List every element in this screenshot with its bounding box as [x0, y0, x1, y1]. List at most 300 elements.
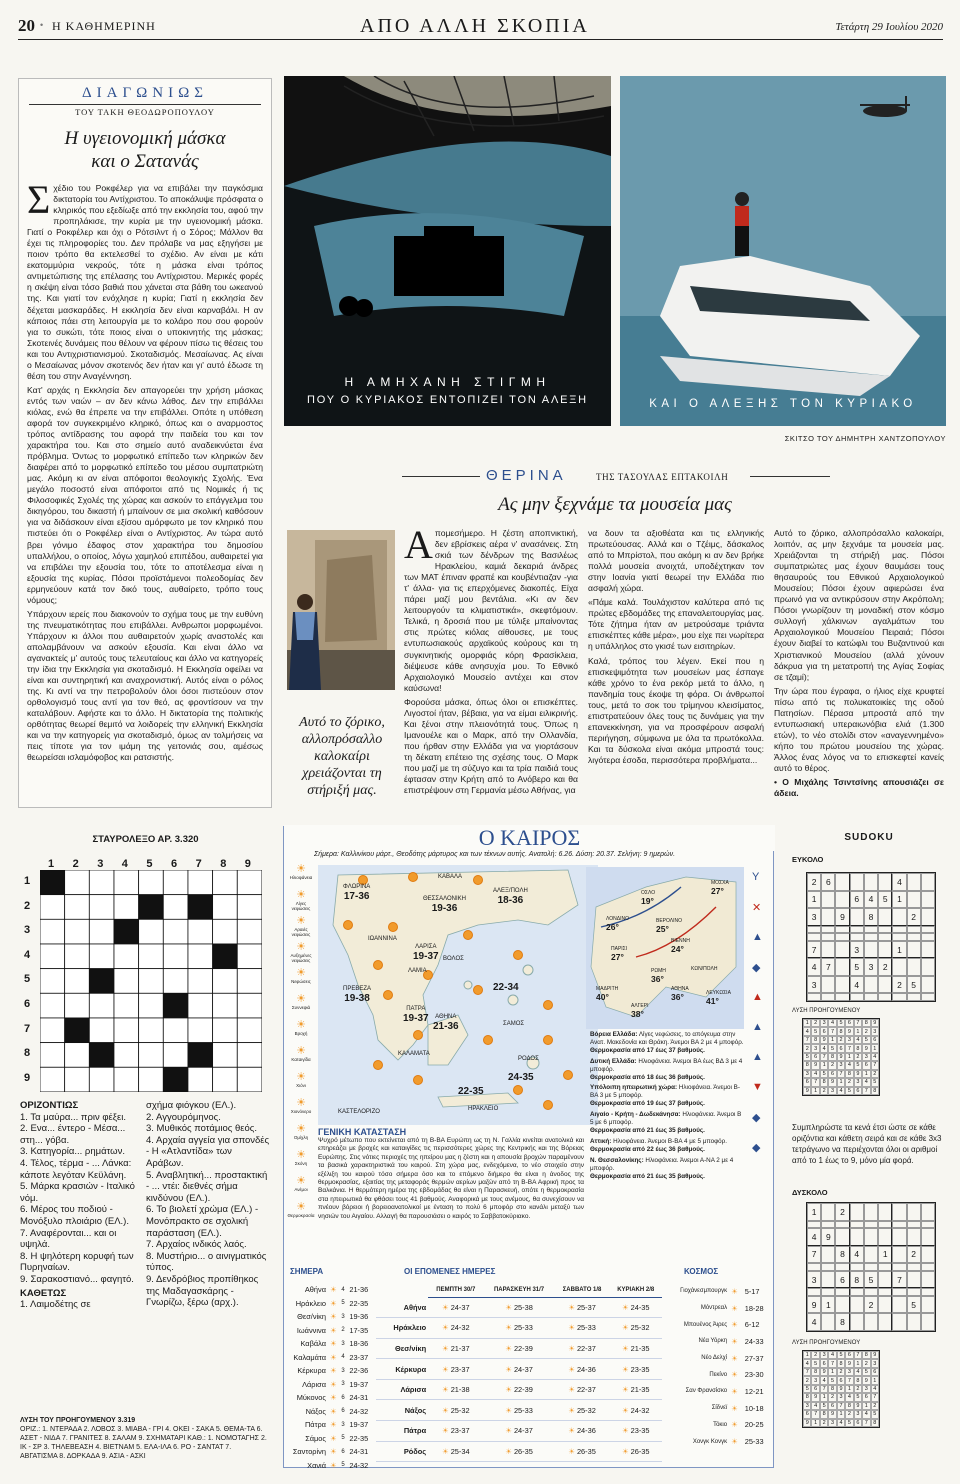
solution-cell: 4: [845, 1061, 853, 1069]
solution-cell: 5: [811, 1359, 819, 1367]
crossword-cell[interactable]: [213, 870, 238, 895]
europe-city-label: [651, 967, 666, 983]
sudoku-cell: [907, 873, 921, 891]
crossword-cell[interactable]: [40, 1018, 65, 1043]
crossword-cell[interactable]: [213, 993, 238, 1018]
map-city-label: [423, 895, 466, 913]
solution-cell: 9: [811, 1061, 819, 1069]
sudoku-cell: [921, 993, 935, 1001]
sudoku-cell: [892, 926, 906, 934]
crossword-cell[interactable]: [40, 1067, 65, 1092]
forecast-temp: 25-38: [513, 1302, 533, 1312]
today-row: [288, 1283, 372, 1297]
sudoku-cell: [821, 933, 835, 941]
crossword-cell[interactable]: [114, 1018, 139, 1043]
solution-cell: 8: [845, 1402, 853, 1410]
solution-cell: 1: [828, 1036, 836, 1044]
europe-city-temp: 24°: [671, 944, 684, 954]
solution-cell: 7: [828, 1027, 836, 1035]
world-table: [664, 1283, 772, 1450]
clue: 4. Αρχαία αγγεία για σπονδές - Η «Ατλαντίδα» των Αράβων.: [146, 1134, 270, 1169]
sudoku-cell: 4: [807, 958, 821, 976]
world-row: [664, 1316, 772, 1333]
crossword-cell[interactable]: [163, 1043, 188, 1068]
col-number: 5: [146, 858, 153, 870]
row-number: 3: [24, 924, 31, 937]
forecast-temp: 24-37: [450, 1302, 470, 1312]
summer-para-1: πομεσήμερο. Η ζέστη αποπνικτική, δεν εβρίσκεις αέρα ν' ανασάνεις. Στη σκιά των δένδρων της Βασιλέως Ηρακλείου, καμιά δεκαριά άνδρες των ΜΑΤ έπιναν φραπέ και κουβέντιαζαν -για τ' άλλα- για τις επερχόμενες διακοπές. Είχα πάρει μαζί μου βεντάλια. «Κι αν δεν λειτουργούν τα κλιματιστικά», σκεφτόμουν. Τελικά, η δροσιά που με τύλιξε μπαίνοντας στις πρώτες κιόλας αίθουσες, με τους εντυπωσιακούς αρχαϊκούς κούρους και τη συγκινητικής ομορφιάς κόρη Φρασίκλεια, διέψευσε κάθε ανησυχία μου. Το Εθνικό Αρχαιολογικό Μουσείο αντέχει και στον καύσωνα!: [404, 528, 578, 693]
crossword-cell[interactable]: [237, 870, 262, 895]
newspaper-name: Η ΚΑΘΗΜΕΡΙΝΗ: [52, 19, 156, 33]
wind-force: 4: [341, 1286, 345, 1293]
solution-cell: 6: [837, 1376, 845, 1384]
legend-symbol-icon: ◆: [752, 962, 761, 974]
prev-solution-label-2: ΛΥΣΗ ΠΡΟΗΓΟΥΜΕΝΟΥ: [792, 1340, 861, 1346]
forecast-temp: 22-37: [576, 1385, 596, 1395]
crossword-cell[interactable]: [139, 1067, 164, 1092]
city-name: ΙΩΑΝΝΙΝΑ: [368, 936, 397, 942]
solution-cell: 4: [862, 1410, 870, 1418]
solution-cell: 7: [811, 1078, 819, 1086]
crossword-cell[interactable]: [65, 870, 90, 895]
crossword-cell[interactable]: [213, 919, 238, 944]
solution-cell: 7: [845, 1376, 853, 1384]
crossword-cell[interactable]: [139, 969, 164, 994]
solution-cell: 7: [862, 1087, 870, 1095]
crossword-cell[interactable]: [114, 1067, 139, 1092]
sudoku-cell: [921, 976, 935, 994]
crossword-cell[interactable]: [139, 919, 164, 944]
solution-cell: 7: [862, 1419, 870, 1427]
sudoku-cell: [864, 933, 878, 941]
sudoku-cell: [850, 908, 864, 926]
region-range: Θερμοκρασία από 22 έως 36 βαθμούς.: [590, 1145, 705, 1153]
sudoku-cell: 1: [807, 1203, 821, 1221]
city-temp: 19-36: [431, 903, 458, 914]
sudoku-cell: [850, 873, 864, 891]
summer-column-name: ΘΕΡΙΝΑ: [486, 467, 567, 484]
hard-label: ΔΥΣΚΟΛΟ: [792, 1188, 828, 1197]
crossword-cell[interactable]: [188, 870, 213, 895]
crossword-cell[interactable]: [40, 944, 65, 969]
solution-cell: 5: [854, 1061, 862, 1069]
world-temp: 5-17: [744, 1286, 760, 1296]
city-name: ΣΑΜΟΣ: [503, 1021, 525, 1027]
sudoku-cell: 1: [807, 891, 821, 909]
legend-label: Βροχή: [294, 1031, 308, 1036]
wind-force: 3: [341, 1313, 345, 1320]
world-city: Τόκιο: [713, 1421, 728, 1428]
solution-cell: 5: [820, 1070, 828, 1078]
crossword-cell[interactable]: [237, 969, 262, 994]
row-number: 7: [24, 1022, 31, 1035]
clue: 6. Μέρος του ποδιού - Μονόξυλο πλοιάριο (ΕΛ.).: [20, 1204, 129, 1227]
legend-weather-icon: ☀: [296, 889, 306, 901]
forecast-temp: 24-32: [630, 1405, 650, 1415]
page-number: 20: [18, 16, 35, 35]
crossword-cell[interactable]: [188, 919, 213, 944]
legend-weather-icon: ☀: [296, 1175, 306, 1187]
crossword-cell[interactable]: [89, 919, 114, 944]
legend-weather-icon: ☀: [296, 1019, 306, 1031]
solution-cell: 2: [871, 1070, 879, 1078]
forecast-cell: [428, 1441, 483, 1462]
sun-icon: ☀: [329, 1420, 337, 1430]
crossword-cell[interactable]: [40, 919, 65, 944]
legend-item: [287, 1071, 315, 1088]
sun-icon: ☀: [621, 1405, 631, 1415]
crossword-cell[interactable]: [65, 1067, 90, 1092]
crossword-cell[interactable]: [114, 969, 139, 994]
city-temp: 19-37: [403, 1013, 429, 1024]
europe-label-layer: [586, 867, 744, 1029]
legend-item: [287, 1123, 315, 1140]
crossword-cell[interactable]: [65, 919, 90, 944]
section-title: ΑΠΟ ΑΛΛΗ ΣΚΟΠΙΑ: [360, 15, 590, 37]
today-row: [288, 1432, 372, 1446]
row-number: 1: [24, 875, 31, 887]
solution-cell: 4: [837, 1087, 845, 1095]
crossword-cell[interactable]: [89, 1018, 114, 1043]
crossword-black-cell: [40, 870, 65, 895]
sudoku-cell: [835, 1296, 849, 1314]
solution-cell: 4: [854, 1036, 862, 1044]
crossword-cell[interactable]: [213, 1043, 238, 1068]
sudoku-cell: [878, 908, 892, 926]
opinion-column: [18, 78, 272, 808]
sudoku-cell: [878, 1203, 892, 1221]
horizontal-heading: ΟΡΙΖΟΝΤΙΩΣ: [20, 1100, 79, 1111]
solution-cell: 1: [871, 1376, 879, 1384]
forecast-city: Λάρισα: [376, 1379, 428, 1400]
sudoku-easy-grid[interactable]: [806, 872, 936, 1002]
sudoku-cell: [907, 933, 921, 941]
crossword-cell[interactable]: [65, 993, 90, 1018]
crossword-cell[interactable]: [89, 870, 114, 895]
solution-cell: 8: [828, 1385, 836, 1393]
city-name: ΒΟΛΟΣ: [443, 956, 464, 962]
crossword-cell[interactable]: [237, 895, 262, 920]
crossword-cell[interactable]: [139, 993, 164, 1018]
legend-symbol-icon: ▲: [752, 1051, 763, 1063]
today-city: Χανιά: [307, 1460, 326, 1470]
crossword-cell[interactable]: [114, 895, 139, 920]
solution-cell: 8: [803, 1393, 811, 1401]
forecast-cell: [483, 1421, 554, 1442]
pull-quote: Αυτό το ζόρικο, αλλοπρόσαλλο καλοκαίρι χρειάζονται τη στήριξή μας.: [299, 715, 385, 798]
sun-icon: ☀: [731, 1437, 738, 1447]
crossword-cell[interactable]: [40, 1043, 65, 1068]
forecast-cell: [555, 1297, 610, 1318]
sudoku-cell: 8: [864, 908, 878, 926]
crossword-cell[interactable]: [65, 969, 90, 994]
solution-heading: ΛΥΣΗ ΤΟΥ ΠΡΟΗΓΟΥΜΕΝΟΥ 3.319: [20, 1417, 136, 1424]
crossword-col-numbers: [40, 858, 260, 870]
crossword-cell[interactable]: [40, 895, 65, 920]
today-row: [288, 1405, 372, 1419]
solution-cell: 5: [811, 1027, 819, 1035]
weather-section: [283, 826, 774, 1468]
crossword-cell[interactable]: [188, 993, 213, 1018]
summer-para-5: Καλά, τρόπος του λέγειν. Εκεί που η επισκεψιμότητα των μουσείων μας έσπαγε κάθε χρόνο το ένα ρεκόρ μετά το άλλο, η πανδημία τους έκοψε τη φόρα. Οι άνθρωποί τους, μετά το σοκ του τρίμηνου κλεισίματος, επιστρατεύουν όλες τους τις δυνάμεις για την επανεκκίνηση, για να προσφέρουν ασφαλή περιήγηση, σύμφωνα με όλα τα πρωτόκολλα. Και τα δύσκολα είναι ακόμα μπροστά τους: λιγότερα έσοδα, περισσότερα προβλήματα...: [588, 655, 764, 765]
solution-cell: 9: [820, 1036, 828, 1044]
crossword-cell[interactable]: [89, 895, 114, 920]
forecast-cell: [428, 1379, 483, 1400]
today-row: [288, 1364, 372, 1378]
sudoku-cell: [878, 1313, 892, 1331]
crossword-cell[interactable]: [139, 870, 164, 895]
crossword-cell[interactable]: [188, 944, 213, 969]
europe-city-name: ΑΘΗΝΑ: [671, 986, 689, 992]
sudoku-cell: 3: [807, 976, 821, 994]
col-number: 6: [171, 858, 178, 870]
crossword-cell[interactable]: [163, 870, 188, 895]
map-city-label: [368, 935, 397, 944]
sun-icon: ☀: [442, 1426, 451, 1436]
sudoku-cell: [892, 958, 906, 976]
crossword-cell[interactable]: [65, 944, 90, 969]
summer-para-3: να δουν τα αξιοθέατα και τις ελληνικής πρωτεύουσας. Αλλά και ο Τζέιμς, δάσκαλος από το Μπρίστολ, που ακόμη κι αν δεν βρήκε πολλά μουσεία ανοιχτά, υποδέχτηκαν τον στην Ιοανία γιατί θεωρεί την Ελλάδα πιο ασφαλή χώρα.: [588, 528, 764, 594]
region-text: Ηλιοφάνεια. Άνεμοι Β-ΒΑ 3 με 5 μποφόρ.: [590, 1084, 740, 1100]
world-temp: 6-12: [744, 1320, 760, 1330]
solution-cell: 1: [811, 1419, 819, 1427]
crossword-cell[interactable]: [213, 1067, 238, 1092]
sudoku-cell: [907, 1221, 921, 1229]
col-number: 3: [97, 858, 104, 870]
solution-cell: 5: [845, 1087, 853, 1095]
solution-cell: 7: [828, 1359, 836, 1367]
crossword-cell[interactable]: [237, 1043, 262, 1068]
clues-horizontal: [20, 1100, 145, 1311]
solution-cell: 7: [854, 1019, 862, 1027]
today-city: Σάμος: [305, 1433, 326, 1443]
legend-item: [287, 967, 315, 984]
today-temp: 22-36: [349, 1366, 369, 1376]
solution-cell: 6: [820, 1027, 828, 1035]
crossword-cell[interactable]: [89, 1067, 114, 1092]
region-text: Ηλιοφάνεια. Άνεμοι Α-ΝΑ 2 με 4 μποφόρ.: [590, 1156, 734, 1172]
sudoku-cell: 4: [892, 873, 906, 891]
legend-weather-icon: ☀: [296, 1201, 306, 1213]
crossword-cell[interactable]: [237, 1018, 262, 1043]
legend-label: Ηλιοφάνεια: [289, 875, 313, 880]
sudoku-cell: [878, 1296, 892, 1314]
sudoku-cell: [907, 1313, 921, 1331]
solution-cell: 7: [820, 1385, 828, 1393]
solution-cell: 3: [862, 1053, 870, 1061]
forecast-temp: 25-33: [513, 1405, 533, 1415]
europe-city-name: ΟΣΛΟ: [641, 890, 656, 896]
solution-cell: 8: [811, 1036, 819, 1044]
europe-city-name: ΛΕΥΚΩΣΙΑ: [706, 990, 731, 996]
solution-cell: 4: [862, 1078, 870, 1086]
today-row: [288, 1378, 372, 1392]
world-temp: 18-28: [744, 1303, 764, 1313]
today-row: [288, 1351, 372, 1365]
cartoon-panel-right: [620, 76, 946, 426]
crossword-cell[interactable]: [163, 895, 188, 920]
solution-cell: 6: [862, 1061, 870, 1069]
solution-cell: 2: [837, 1036, 845, 1044]
sudoku-cell: [835, 873, 849, 891]
crossword-cell[interactable]: [213, 1018, 238, 1043]
sudoku-cell: [907, 993, 921, 1001]
sudoku-cell: [921, 1246, 935, 1264]
col-number: 9: [244, 858, 251, 870]
today-temp: 22-35: [349, 1298, 369, 1308]
clue: 5. Μάρκα κρασιών - Ιταλικό νόμ.: [20, 1181, 135, 1204]
crossword-black-cell: [89, 1043, 114, 1068]
solution-cell: 8: [871, 1419, 879, 1427]
weather-legend: [287, 863, 315, 1233]
crossword-cell[interactable]: [163, 919, 188, 944]
crossword-cell[interactable]: [65, 895, 90, 920]
sudoku-cell: [835, 933, 849, 941]
solution-cell: 3: [837, 1061, 845, 1069]
crossword-cell[interactable]: [237, 1067, 262, 1092]
crossword-cell[interactable]: [40, 993, 65, 1018]
sun-icon: ☀: [442, 1343, 451, 1353]
sudoku-hard-grid[interactable]: [806, 1202, 936, 1332]
europe-city-temp: 38°: [631, 1009, 644, 1019]
sun-icon: ☀: [329, 1393, 337, 1403]
sudoku-cell: 2: [878, 958, 892, 976]
europe-city-temp: 27°: [611, 952, 624, 962]
solution-cell: 4: [811, 1402, 819, 1410]
solution-cell: 4: [854, 1368, 862, 1376]
crossword-cell[interactable]: [65, 1043, 90, 1068]
crossword-cell[interactable]: [237, 944, 262, 969]
solution-cell: 6: [828, 1070, 836, 1078]
sun-icon: ☀: [505, 1405, 514, 1415]
crossword-cell[interactable]: [89, 993, 114, 1018]
crossword-cell[interactable]: [114, 870, 139, 895]
col-number: 8: [220, 858, 227, 870]
bullet: •: [40, 20, 44, 30]
sudoku-cell: 4: [864, 891, 878, 909]
legend-symbol-icon: ▼: [752, 1081, 763, 1093]
solution-cell: 7: [837, 1070, 845, 1078]
forecast-cell: [609, 1421, 662, 1442]
col-number: 4: [121, 858, 128, 870]
solution-cell: 1: [862, 1070, 870, 1078]
legend-label: Νεφώσεις: [291, 979, 311, 984]
europe-city-name: ΡΩΜΗ: [651, 968, 666, 974]
solution-cell: 2: [854, 1385, 862, 1393]
world-temp: 25-33: [744, 1437, 764, 1447]
forecast-row: [376, 1359, 662, 1380]
solution-cell: 3: [811, 1376, 819, 1384]
crossword-cell[interactable]: [213, 895, 238, 920]
world-city: Γιοχάνεσμπουργκ: [680, 1288, 728, 1295]
crossword-cell[interactable]: [163, 1018, 188, 1043]
today-city: Μύκονος: [296, 1393, 326, 1403]
sudoku-cell: [878, 873, 892, 891]
crossword-cell[interactable]: [89, 944, 114, 969]
europe-city-name: ΛΟΝΔΙΝΟ: [606, 916, 629, 922]
crossword-cell[interactable]: [139, 1043, 164, 1068]
solution-cell: 2: [837, 1368, 845, 1376]
solution-cell: 2: [820, 1087, 828, 1095]
crossword-cell[interactable]: [40, 969, 65, 994]
forecast-row: [376, 1318, 662, 1339]
crossword-cell[interactable]: [237, 919, 262, 944]
sudoku-cell: [921, 1296, 935, 1314]
today-temp: 17-35: [349, 1325, 369, 1335]
solution-cell: 8: [854, 1376, 862, 1384]
sudoku-cell: 1: [878, 1246, 892, 1264]
crossword-grid[interactable]: [40, 870, 262, 1092]
forecast-temp: 21-35: [630, 1385, 650, 1395]
sudoku-cell: 8: [850, 1271, 864, 1289]
sudoku-cell: 6: [835, 1271, 849, 1289]
sudoku-cell: [878, 976, 892, 994]
legend-label: Αυξημένες νεφώσεις: [290, 953, 312, 963]
crossword-cell[interactable]: [163, 969, 188, 994]
crossword-cell[interactable]: [139, 944, 164, 969]
today-city: Θεσ/νίκη: [297, 1312, 326, 1322]
forecast-city: Κέρκυρα: [376, 1359, 428, 1380]
solution-cell: 7: [871, 1061, 879, 1069]
crossword-cell[interactable]: [237, 993, 262, 1018]
sudoku-cell: 4: [850, 976, 864, 994]
europe-city-temp: 36°: [651, 974, 664, 984]
crossword-cell[interactable]: [114, 1043, 139, 1068]
sun-icon: ☀: [329, 1339, 337, 1349]
crossword-cell[interactable]: [188, 1018, 213, 1043]
forecast-city: Αθήνα: [376, 1297, 428, 1318]
sudoku-cell: [835, 941, 849, 959]
sudoku-cell: [921, 1263, 935, 1271]
sudoku-cell: [921, 958, 935, 976]
today-temp: 19-37: [349, 1379, 369, 1389]
sudoku-cell: [864, 1263, 878, 1271]
sudoku-cell: 2: [907, 1246, 921, 1264]
solution-cell: 9: [803, 1087, 811, 1095]
solution-cell: 3: [845, 1368, 853, 1376]
sudoku-cell: 2: [807, 873, 821, 891]
forecast-cell: [428, 1297, 483, 1318]
forecast-cell: [428, 1359, 483, 1380]
cartoon-panel-left: [284, 76, 611, 426]
col-number: 1: [48, 858, 55, 870]
world-city: Χονγκ Κονγκ: [692, 1438, 728, 1445]
today-temp: 24-32: [349, 1406, 369, 1416]
world-row: [664, 1300, 772, 1317]
crossword-cell[interactable]: [188, 1067, 213, 1092]
crossword-cell[interactable]: [114, 993, 139, 1018]
wind-force: 6: [341, 1448, 345, 1455]
crossword-cell[interactable]: [114, 944, 139, 969]
today-table: [288, 1283, 372, 1472]
sudoku-cell: [921, 926, 935, 934]
forecast-cell: [428, 1421, 483, 1442]
crossword-cell[interactable]: [139, 1018, 164, 1043]
crossword-cell[interactable]: [188, 969, 213, 994]
solution-text: ΟΡΙΖ.: 1. ΝΤΕΡΑΔΑ 2. ΛΟΒΟΣ 3. ΜΙΑΒΑ - ΓΡΙ 4. ΟΚΕΙ - ΣΑΚΑ 5. ΘΕΜΑ-ΤΑ 6. ΑΣΕΤ - ΝΙΔΑ 7. ΓΡΑΝΙΤΕΣ 8. ΣΑΛΑΜ 9. ΣΧΗΜΑΤΑΡΙ ΚΑΘ.: 1. ΝΟΜΟΤΑΓΗΣ 2. ΙΚ - ΣΡ 3. ΤΗΛΕΒΕΑΣΗ 4. ΒΙΕΤΝΑΜ 5. ΕΛΑ-ΙΛΑ 6. ΡΟ - ΣΑΝΤΑΤ 7. ΑΒΓΑΤΙΣΜΑ 8. ΔΟΡΚΑΔΑ 9. ΑΣΙΑ - ΑΣΚΙ: [20, 1426, 267, 1460]
sudoku-cell: 3: [807, 908, 821, 926]
forecast-temp: 24-35: [630, 1302, 650, 1312]
crossword-cell[interactable]: [163, 944, 188, 969]
forecast-temp: 26-35: [576, 1446, 596, 1456]
summer-col-1: [404, 522, 578, 799]
sun-icon: ☀: [568, 1405, 577, 1415]
crossword-cell[interactable]: [213, 969, 238, 994]
sudoku-cell: [892, 1228, 906, 1246]
europe-city-name: ΜΑΔΡΙΤΗ: [596, 986, 619, 992]
sun-icon: ☀: [329, 1379, 337, 1389]
solution-cell: 6: [871, 1036, 879, 1044]
